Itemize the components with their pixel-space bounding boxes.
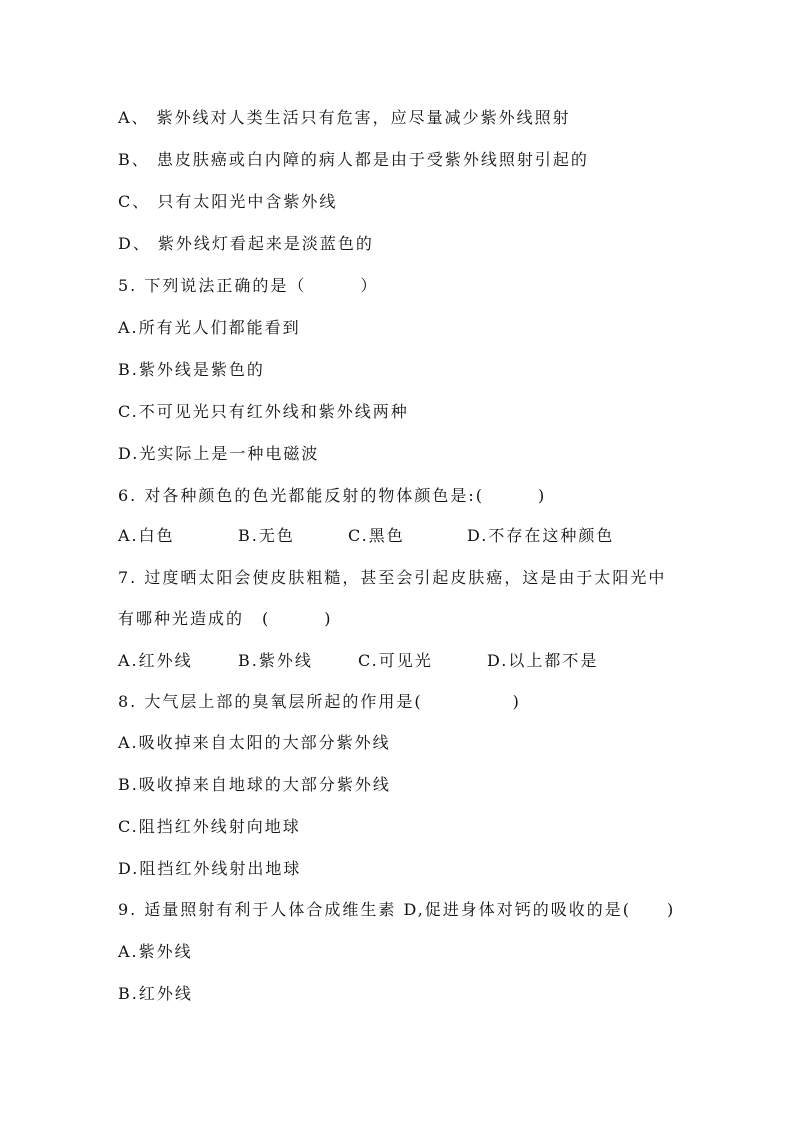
q5-option-c: C.不可见光只有红外线和紫外线两种 [118,402,409,421]
q4-option-b: B、 患皮肤癌或白内障的病人都是由于受紫外线照射引起的 [118,150,589,169]
q5-option-b: B.紫外线是紫色的 [118,360,265,379]
q8-option-d: D.阻挡红外线射出地球 [118,859,302,878]
q5-option-a: A.所有光人们都能看到 [118,318,301,337]
q7-option-c: C.可见光 [358,651,433,670]
q4-option-c: C、 只有太阳光中含紫外线 [118,192,338,211]
q6-option-b: B.无色 [238,526,295,545]
q7-stem-line1: 7. 过度晒太阳会使皮肤粗糙，甚至会引起皮肤癌，这是由于太阳光中 [118,568,667,587]
q6-stem: 6. 对各种颜色的色光都能反射的物体颜色是:( ) [118,486,547,505]
q6-option-d: D.不存在这种颜色 [467,526,615,545]
q7-option-a: A.红外线 [118,651,193,670]
q9-stem: 9. 适量照射有利于人体合成维生素 D,促进身体对钙的吸收的是( ) [118,900,676,919]
q9-option-b: B.红外线 [118,984,193,1003]
q7-option-d: D.以上都不是 [487,651,599,670]
q4-option-d: D、 紫外线灯看起来是淡蓝色的 [118,234,374,253]
q5-stem: 5. 下列说法正确的是（ ） [118,276,379,295]
q8-option-b: B.吸收掉来自地球的大部分紫外线 [118,775,391,794]
q8-option-a: A.吸收掉来自太阳的大部分紫外线 [118,733,391,752]
q4-option-a: A、 紫外线对人类生活只有危害，应尽量减少紫外线照射 [118,108,571,127]
q8-stem: 8. 大气层上部的臭氧层所起的作用是( ) [118,692,521,711]
q9-option-a: A.紫外线 [118,942,193,961]
q5-option-d: D.光实际上是一种电磁波 [118,444,320,463]
q6-option-c: C.黑色 [348,526,405,545]
q6-option-a: A.白色 [118,526,175,545]
q8-option-c: C.阻挡红外线射向地球 [118,817,301,836]
q7-option-b: B.紫外线 [238,651,313,670]
q7-stem-line2: 有哪种光造成的 ( ) [118,609,333,628]
